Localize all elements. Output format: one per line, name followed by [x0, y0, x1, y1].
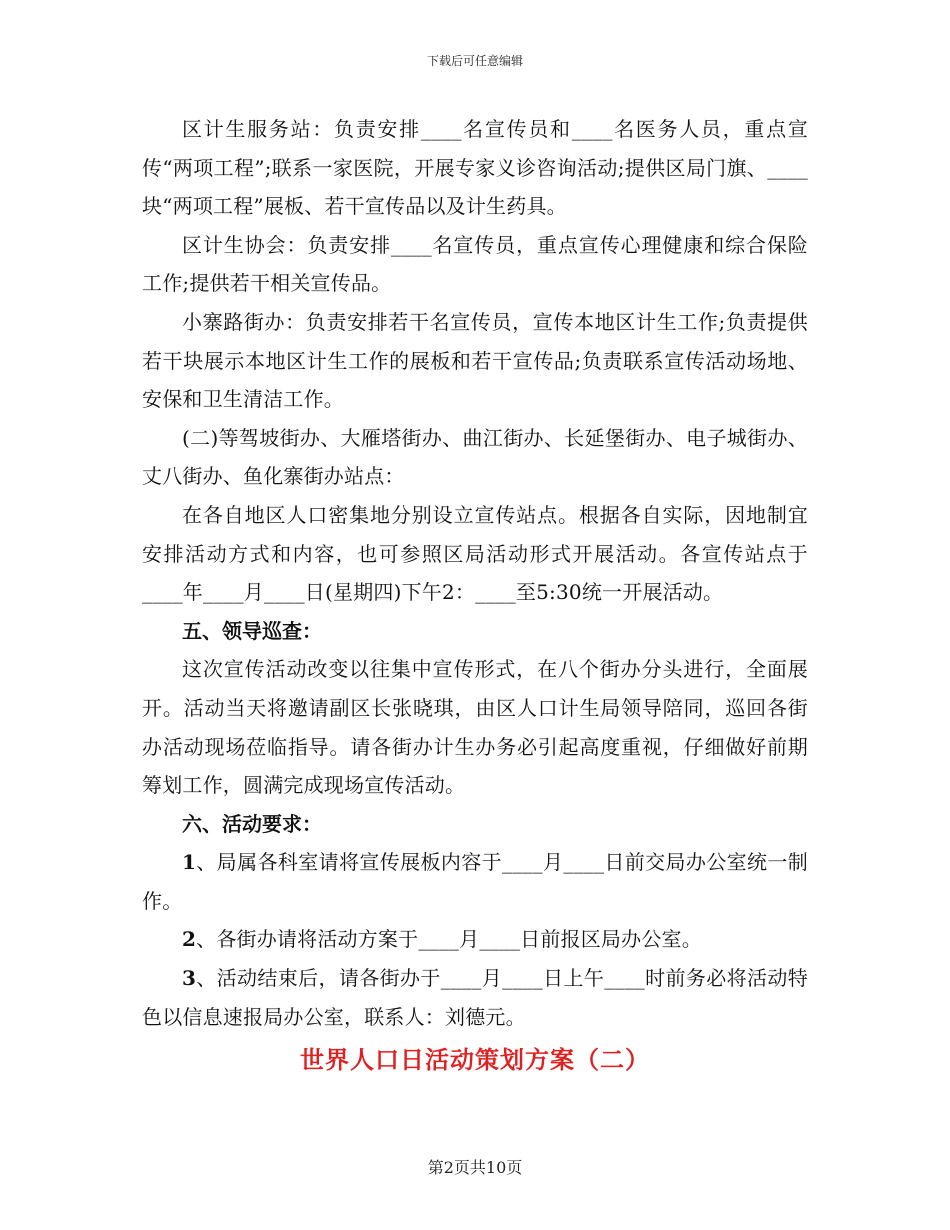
section-heading-inspection: 五、领导巡查：: [182, 618, 322, 643]
requirement-item: [142, 843, 808, 920]
requirement-item: [142, 920, 808, 959]
page-footer: 第2页共10页: [427, 1158, 523, 1177]
next-document-title: 世界人口日活动策划方案（二）: [300, 1045, 650, 1075]
paragraph-stations: 在各自地区人口密集地分别设立宣传站点。根据各自实际，因地制宜安排活动方式和内容，也可参照区局活动形式开展活动。各宣传站点于____年____月____日(星期四)下午2：____至5:30统一开展活动。: [142, 502, 808, 605]
paragraph-inspection: 这次宣传活动改变以往集中宣传形式，在八个街办分头进行，全面展开。活动当天将邀请副区长张晓琪，由区人口计生局领导陪同，巡回各街办活动现场莅临指导。请各街办计生办务必引起高度重视，仔细做好前期筹划工作，圆满完成现场宣传活动。: [142, 657, 808, 798]
requirement-number: 2: [182, 927, 197, 952]
paragraph-association: 区计生协会：负责安排____名宣传员，重点宣传心理健康和综合保险工作;提供若干相关宣传品。: [142, 232, 808, 296]
paragraph-service-station: 区计生服务站：负责安排____名宣传员和____名医务人员，重点宣传“两项工程”;联系一家医院，开展专家义诊咨询活动;提供区局门旗、____块“两项工程”展板、若干宣传品以及计生药具。: [142, 117, 808, 219]
requirement-text: 、局属各科室请将宣传展板内容于____月____日前交局办公室统一制作。: [142, 850, 808, 913]
section-heading-requirements: 六、活动要求：: [182, 811, 322, 836]
page-header: 下载后可任意编辑: [426, 54, 523, 68]
requirement-text: 、活动结束后，请各街办于____月____日上午____时前务必将活动特色以信息速报局办公室，联系人：刘德元。: [142, 966, 808, 1029]
requirement-text: 、各街办请将活动方案于____月____日前报区局办公室。: [196, 927, 702, 952]
requirement-item: [142, 959, 808, 1036]
paragraph-other-offices: (二)等驾坡街办、大雁塔街办、曲江街办、长延堡街办、电子城街办、丈八街办、鱼化寨街办站点：: [142, 425, 808, 489]
requirement-number: 3: [182, 966, 197, 991]
paragraph-xiaozhai-road: 小寨路街办：负责安排若干名宣传员，宣传本地区计生工作;负责提供若干块展示本地区计生工作的展板和若干宣传品;负责联系宣传活动场地、安保和卫生清洁工作。: [142, 309, 808, 412]
requirement-number: 1: [182, 850, 197, 875]
document-body: [142, 110, 808, 1080]
